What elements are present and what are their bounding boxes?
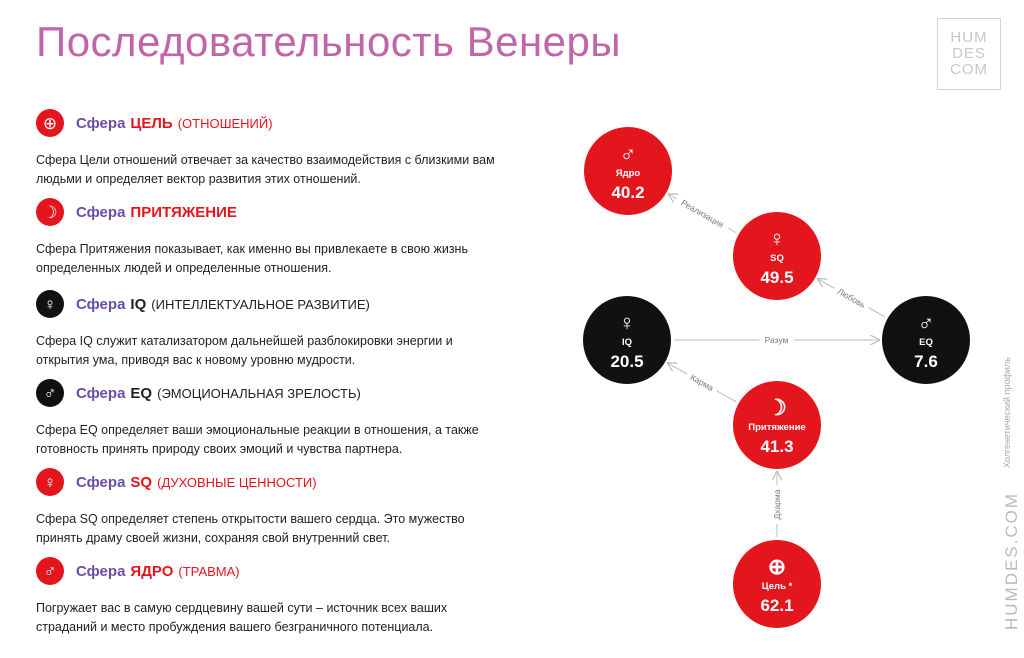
node-symbol-icon: ♂: [619, 141, 637, 166]
diagram-edge-eq-sq: [818, 279, 885, 317]
diagram-edge-goal-attraction: [770, 472, 784, 537]
sphere-name: EQ: [130, 384, 153, 402]
side-brand: HUMDES.COM: [1002, 491, 1021, 630]
edge-label: Реализация: [679, 197, 726, 230]
diagram-node-eq: [882, 296, 970, 384]
logo-line-2: DES: [952, 45, 986, 62]
node-label: Цель *: [761, 581, 793, 592]
node-label: Притяжение: [748, 422, 806, 433]
sphere-note: (ЭМОЦИОНАЛЬНАЯ ЗРЕЛОСТЬ): [157, 385, 361, 401]
sphere-name: ЦЕЛЬ: [130, 114, 173, 132]
logo-line-1: HUM: [950, 29, 988, 46]
sphere-word: Сфера: [76, 203, 126, 221]
node-value: 20.5: [610, 352, 644, 371]
sphere-word: Сфера: [76, 114, 126, 132]
earth-symbol-icon: ⊕: [36, 109, 64, 137]
sphere-description: Сфера SQ определяет степень открытости вашего сердца. Это мужество принять драму своей жизни, сохраняя свой внутренний свет.: [36, 512, 465, 545]
diagram-node-iq: [583, 296, 671, 384]
moon-icon: ☽: [36, 198, 64, 226]
sphere-note: (ДУХОВНЫЕ ЦЕННОСТИ): [157, 474, 317, 490]
sphere-name: SQ: [130, 473, 153, 491]
sphere-note: (ОТНОШЕНИЙ): [177, 115, 273, 131]
node-value: 62.1: [760, 596, 794, 615]
sphere-word: Сфера: [76, 562, 126, 580]
diagram-node-goal: [733, 540, 821, 628]
diagram-node-attraction: [733, 381, 821, 469]
node-symbol-icon: ☽: [767, 395, 787, 420]
node-value: 49.5: [760, 268, 794, 287]
node-label: SQ: [770, 253, 784, 264]
node-symbol-icon: ⊕: [767, 554, 787, 579]
sphere-description: Сфера Цели отношений отвечает за качество взаимодействия с близкими вам людьми и определяет вектор развития этих отношений.: [36, 153, 495, 186]
edge-label: Карма: [688, 371, 716, 394]
node-symbol-icon: ♀: [768, 226, 786, 251]
sphere-word: Сфера: [76, 473, 126, 491]
sphere-description: Сфера EQ определяет ваши эмоциональные реакции в отношения, а также готовность принять природу своих эмоций и чувства партнера.: [36, 423, 479, 456]
sphere-name: ЯДРО: [130, 562, 174, 580]
node-label: Ядро: [615, 168, 641, 179]
side-caption: Холгенетический профиль: [1002, 357, 1012, 468]
sphere-note: (ТРАВМА): [178, 563, 240, 579]
edge-label: Дхарма: [772, 489, 782, 520]
sphere-description: Сфера IQ служит катализатором дальнейшей разблокировки энергии и открытия ума, приводя вас к новому уровню мудрости.: [36, 334, 453, 367]
node-label: EQ: [919, 337, 933, 348]
node-value: 7.6: [914, 352, 938, 371]
node-symbol-icon: ♀: [618, 310, 636, 335]
node-value: 41.3: [760, 437, 794, 456]
diagram-edge-sq-core: [669, 193, 736, 235]
diagram-node-core: [584, 127, 672, 215]
venus-icon: ♀: [36, 468, 64, 496]
sphere-description: Погружает вас в самую сердцевину вашей сути – источник всех ваших страданий и место пробуждения вашего безграничного потенциала.: [36, 601, 448, 634]
node-symbol-icon: ♂: [917, 310, 935, 335]
node-value: 40.2: [611, 183, 645, 202]
diagram-edge-attraction-iq: [668, 363, 736, 402]
logo-line-3: COM: [950, 61, 988, 78]
sphere-word: Сфера: [76, 295, 126, 313]
mars-icon: ♂: [36, 379, 64, 407]
diagram-nodes: [583, 127, 970, 628]
sphere-word: Сфера: [76, 384, 126, 402]
diagram-node-sq: [733, 212, 821, 300]
sphere-description: Сфера Притяжения показывает, как именно вы привлекаете в свою жизнь определенных людей и определенные отношения.: [36, 242, 468, 275]
edge-label: Любовь: [835, 286, 868, 310]
sphere-name: IQ: [130, 295, 147, 313]
diagram-edge-iq-eq: [674, 333, 879, 347]
sphere-name: ПРИТЯЖЕНИЕ: [130, 203, 237, 221]
mars-icon: ♂: [36, 557, 64, 585]
page-title: Последовательность Венеры: [36, 18, 622, 65]
node-label: IQ: [621, 337, 633, 348]
sphere-note: (ИНТЕЛЛЕКТУАЛЬНОЕ РАЗВИТИЕ): [151, 296, 370, 312]
edge-label: Разум: [764, 335, 789, 345]
venus-icon: ♀: [36, 290, 64, 318]
